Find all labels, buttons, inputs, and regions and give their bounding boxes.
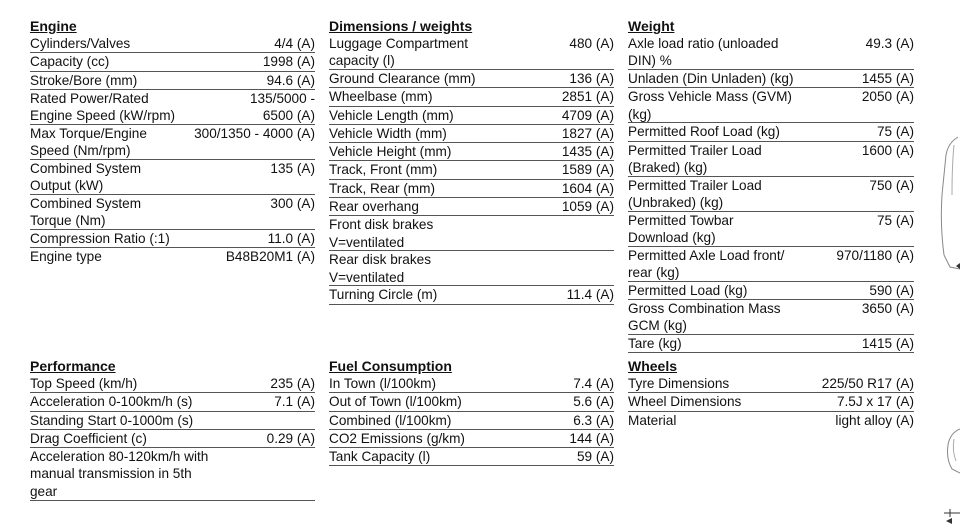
spec-value: 11.0 (A)	[267, 230, 315, 246]
engine-title: Engine	[30, 18, 77, 34]
spec-label: Material	[628, 412, 677, 428]
weight-row	[628, 142, 914, 177]
spec-label: Permitted Load (kg)	[628, 282, 748, 298]
spec-value: 1415 (A)	[861, 335, 914, 351]
spec-label: Permitted Towbar Download (kg)	[628, 212, 734, 245]
spec-value: B48B20M1 (A)	[225, 249, 315, 265]
spec-value: 7.4 (A)	[573, 376, 614, 391]
weight-row	[628, 247, 914, 282]
spec-label: Combined (l/100km)	[329, 412, 452, 428]
spec-label: Unladen (Din Unladen) (kg)	[628, 71, 794, 86]
engine-row	[30, 35, 315, 53]
spec-value: 6.3 (A)	[573, 412, 614, 428]
spec-value: 135 (A)	[270, 160, 315, 176]
spec-label: Tyre Dimensions	[628, 376, 730, 391]
spec-label: Acceleration 80-120km/h with manual transmission in 5th gear	[30, 449, 209, 499]
weight-row	[628, 335, 914, 353]
spec-value: 970/1180 (A)	[836, 247, 914, 263]
spec-value: 2050 (A)	[861, 89, 914, 105]
spec-value: 590 (A)	[869, 282, 914, 298]
dimensions-row	[329, 198, 614, 216]
spec-value: 2851 (A)	[561, 89, 614, 105]
dimensions-row	[329, 107, 614, 125]
weight-title: Weight	[628, 18, 675, 34]
dimensions-row	[329, 88, 614, 106]
spec-label: Acceleration 0-100km/h (s)	[30, 394, 193, 410]
dimensions-row	[329, 125, 614, 143]
spec-label: Track, Front (mm)	[329, 162, 438, 178]
weight-row	[628, 282, 914, 300]
spec-value: 144 (A)	[569, 430, 614, 446]
spec-label: Vehicle Length (mm)	[329, 107, 454, 123]
engine-row	[30, 125, 315, 160]
spec-value: 94.6 (A)	[266, 72, 315, 88]
spec-value: 300 (A)	[270, 195, 315, 211]
dimensions-row	[329, 161, 614, 179]
spec-label: Wheel Dimensions	[628, 394, 742, 410]
car-drawing-front-icon	[936, 135, 960, 275]
spec-value: 0.29 (A)	[266, 430, 315, 446]
spec-value: 4709 (A)	[561, 107, 614, 123]
spec-label: Capacity (cc)	[30, 54, 110, 70]
fuel-row	[329, 393, 614, 411]
fuel-row	[329, 448, 614, 466]
spec-label: Top Speed (km/h)	[30, 376, 138, 391]
spec-value: 225/50 R17 (A)	[821, 376, 914, 391]
spec-label: Stroke/Bore (mm)	[30, 72, 138, 88]
spec-value: 1435 (A)	[561, 144, 614, 160]
dimensions-row	[329, 35, 614, 70]
spec-label: Out of Town (l/100km)	[329, 394, 462, 410]
spec-label: CO2 Emissions (g/km)	[329, 430, 465, 446]
spec-label: Vehicle Height (mm)	[329, 144, 452, 160]
fuel-row	[329, 375, 614, 393]
spec-label: Drag Coefficient (c)	[30, 430, 147, 446]
spec-label: Combined System Output (kW)	[30, 160, 142, 194]
car-drawing-side-icon	[936, 425, 960, 526]
spec-value: 136 (A)	[569, 71, 614, 86]
weight-row	[628, 88, 914, 123]
fuel-title: Fuel Consumption	[329, 358, 452, 374]
weight-row	[628, 212, 914, 247]
wheels-section	[628, 358, 914, 429]
engine-section	[30, 18, 315, 265]
performance-row	[30, 412, 315, 430]
dimensions-row	[329, 70, 614, 88]
weight-row	[628, 123, 914, 141]
spec-label: Max Torque/Engine Speed (Nm/rpm)	[30, 125, 147, 159]
spec-value: 1998 (A)	[262, 54, 315, 70]
weight-row	[628, 70, 914, 88]
dimensions-row	[329, 286, 614, 304]
spec-value: 1600 (A)	[861, 142, 914, 158]
spec-value: 1589 (A)	[561, 162, 614, 178]
spec-label: Standing Start 0-1000m (s)	[30, 412, 194, 428]
spec-label: Tare (kg)	[628, 335, 682, 351]
spec-value: 75 (A)	[876, 212, 914, 228]
spec-label: Permitted Trailer Load (Unbraked) (kg)	[628, 177, 762, 210]
spec-label: Ground Clearance (mm)	[329, 71, 476, 86]
performance-row	[30, 375, 315, 393]
spec-value: 11.4 (A)	[566, 287, 614, 303]
spec-value: 59 (A)	[576, 449, 614, 465]
performance-section	[30, 358, 315, 501]
spec-label: Axle load ratio (unloaded DIN) %	[628, 36, 779, 69]
spec-label: Compression Ratio (:1)	[30, 230, 170, 246]
dimensions-row	[329, 251, 614, 286]
engine-row	[30, 248, 315, 265]
engine-row	[30, 53, 315, 71]
spec-label: Cylinders/Valves	[30, 36, 131, 51]
spec-value: 7.5J x 17 (A)	[836, 394, 914, 410]
engine-row	[30, 160, 315, 195]
fuel-row	[329, 412, 614, 430]
spec-label: Combined System Torque (Nm)	[30, 195, 142, 229]
weight-row	[628, 300, 914, 335]
weight-row	[628, 177, 914, 212]
spec-label: Track, Rear (mm)	[329, 180, 435, 196]
spec-label: Gross Vehicle Mass (GVM) (kg)	[628, 89, 792, 122]
spec-value: light alloy (A)	[835, 412, 914, 428]
spec-value: 1455 (A)	[861, 71, 914, 86]
weight-section	[628, 18, 914, 353]
dimensions-row	[329, 180, 614, 198]
performance-title: Performance	[30, 358, 116, 374]
wheels-title: Wheels	[628, 358, 678, 374]
engine-row	[30, 230, 315, 248]
spec-label: Front disk brakes V=ventilated	[329, 217, 434, 250]
performance-row	[30, 430, 315, 448]
spec-value: 135/5000 - 6500 (A)	[249, 90, 315, 124]
spec-value: 1827 (A)	[561, 125, 614, 141]
wheels-row	[628, 375, 914, 393]
engine-row	[30, 195, 315, 230]
spec-label: Tank Capacity (l)	[329, 449, 431, 465]
spec-label: Gross Combination Mass GCM (kg)	[628, 300, 781, 334]
spec-label: Vehicle Width (mm)	[329, 125, 447, 141]
spec-label: Rear disk brakes V=ventilated	[329, 252, 431, 285]
dimensions-section	[329, 18, 614, 305]
spec-value: 1059 (A)	[561, 199, 614, 215]
spec-value: 750 (A)	[869, 177, 914, 193]
spec-value: 5.6 (A)	[573, 394, 614, 410]
spec-value: 235 (A)	[270, 376, 315, 391]
spec-value: 49.3 (A)	[865, 36, 914, 51]
spec-label: Permitted Trailer Load (Braked) (kg)	[628, 142, 762, 175]
wheels-row	[628, 393, 914, 411]
spec-label: Turning Circle (m)	[329, 287, 438, 303]
dimensions-row	[329, 216, 614, 251]
spec-value: 3650 (A)	[861, 300, 914, 316]
spec-label: In Town (l/100km)	[329, 376, 437, 391]
spec-value: 1604 (A)	[561, 180, 614, 196]
dimensions-row	[329, 143, 614, 161]
spec-value: 480 (A)	[569, 36, 614, 51]
performance-row	[30, 393, 315, 411]
spec-value: 7.1 (A)	[274, 394, 315, 410]
engine-row	[30, 90, 315, 125]
fuel-row	[329, 430, 614, 448]
spec-label: Luggage Compartment capacity (l)	[329, 36, 469, 69]
spec-label: Engine type	[30, 249, 102, 265]
spec-label: Rated Power/Rated Engine Speed (kW/rpm)	[30, 90, 176, 124]
spec-label: Wheelbase (mm)	[329, 89, 433, 105]
spec-label: Permitted Axle Load front/ rear (kg)	[628, 247, 785, 280]
engine-row	[30, 72, 315, 90]
spec-value: 75 (A)	[876, 124, 914, 140]
spec-label: Rear overhang	[329, 199, 419, 215]
wheels-row	[628, 412, 914, 429]
spec-value: 4/4 (A)	[274, 36, 315, 51]
spec-label: Permitted Roof Load (kg)	[628, 124, 780, 140]
fuel-section	[329, 358, 614, 466]
spec-value: 300/1350 - 4000 (A)	[194, 125, 315, 141]
performance-row	[30, 448, 315, 501]
dimensions-title: Dimensions / weights	[329, 18, 473, 34]
weight-row	[628, 35, 914, 70]
